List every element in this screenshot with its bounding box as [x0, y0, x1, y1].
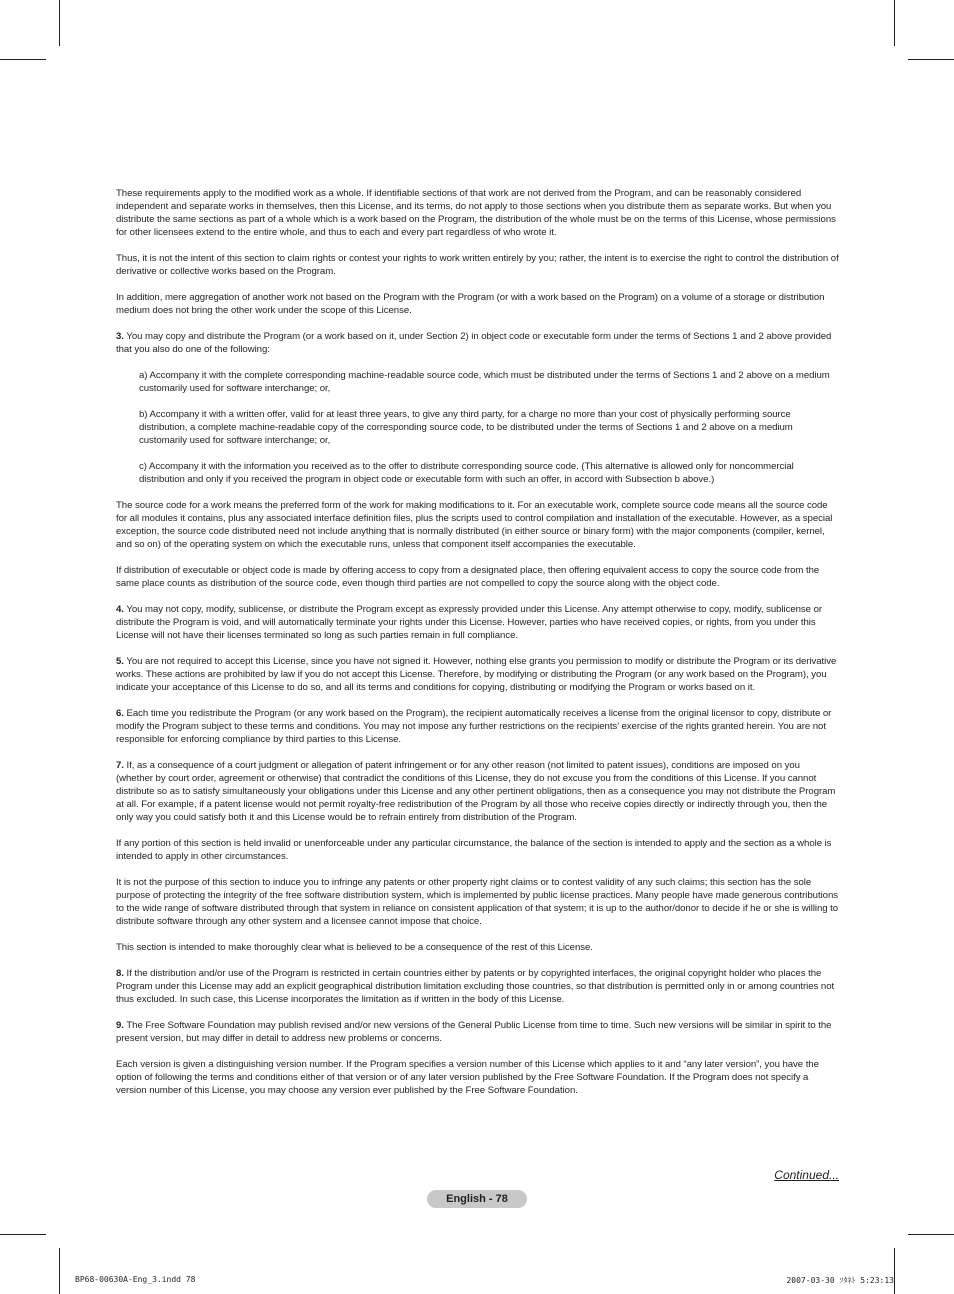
- slug-date-info: 2007-03-30 ｿﾀﾈﾄ 5:23:13: [786, 1276, 894, 1285]
- page-number-label: English - 78: [446, 1193, 508, 1205]
- crop-mark-top-right-horizontal: [908, 59, 954, 60]
- paragraph: Each version is given a distinguishing version number. If the Program specifies a version number of this License which applies to it and “any later version”, you have the option of following the terms and conditions either of that version or of any later version published by the Free Software Foundation. If the Program does not specify a version number of this License, you may choose any version ever published by the Free Software Foundation.: [116, 1059, 819, 1096]
- slug-file-info: BP68-00630A-Eng_3.indd 78: [75, 1275, 196, 1284]
- subsection-c: c) Accompany it with the information you received as to the offer to distribute corresponding source code. (This alternative is allowed only for noncommercial distribution and only if you received the program in object code or executable form with such an offer, in accord with Subsection b above.): [139, 461, 794, 485]
- license-text-body: [116, 187, 839, 1097]
- section-8-paragraph: 8. If the distribution and/or use of the Program is restricted in certain countries either by patents or by copyrighted interfaces, the original copyright holder who places the Program under this License may add an explicit geographical distribution limitation excluding those countries, so that distribution is permitted only in or among countries not thus excluded. In such case, this License incorporates the limitation as if written in the body of this License.: [116, 968, 835, 1005]
- page-number-badge: [427, 1190, 527, 1208]
- paragraph: If distribution of executable or object code is made by offering access to copy from a designated place, then offering equivalent access to copy the source code from the same place counts as distribution of the source code, even though third parties are not compelled to copy the source along with the object code.: [116, 565, 820, 589]
- crop-mark-bottom-right-horizontal: [908, 1234, 954, 1235]
- paragraph: These requirements apply to the modified work as a whole. If identifiable sections of that work are not derived from the Program, and can be reasonably considered independent and separate works in themselves, then this License, and its terms, do not apply to those sections when you distribute them as separate works. But when you distribute the same sections as part of a whole which is a work based on the Program, the distribution of the whole must be on the terms of this License, whose permissions for other licensees extend to the entire whole, and thus to each and every part regardless of who wrote it.: [116, 188, 836, 238]
- crop-mark-bottom-left-horizontal: [0, 1234, 46, 1235]
- crop-mark-bottom-left-vertical: [59, 1248, 60, 1294]
- paragraph: If any portion of this section is held invalid or unenforceable under any particular circumstance, the balance of the section is intended to apply and the section as a whole is intended to apply in other circumstances.: [116, 838, 832, 862]
- paragraph: This section is intended to make thoroughly clear what is believed to be a consequence of the rest of this License.: [116, 942, 593, 953]
- crop-mark-top-right-vertical: [894, 0, 895, 46]
- continued-link[interactable]: Continued...: [774, 1168, 839, 1182]
- crop-mark-top-left-vertical: [59, 0, 60, 46]
- crop-mark-bottom-right-vertical: [894, 1248, 895, 1294]
- section-7-paragraph: 7. If, as a consequence of a court judgment or allegation of patent infringement or for any other reason (not limited to patent issues), conditions are imposed on you (whether by court order, agreement or otherwise) that contradict the conditions of this License, they do not excuse you from the conditions of this License. If you cannot distribute so as to satisfy simultaneously your obligations under this License and any other pertinent obligations, then as a consequence you may not distribute the Program at all. For example, if a patent license would not permit royalty-free redistribution of the Program by all those who receive copies directly or indirectly through you, then the only way you could satisfy both it and this License would be to refrain entirely from distribution of the Program.: [116, 760, 836, 823]
- section-5-paragraph: 5. You are not required to accept this License, since you have not signed it. However, nothing else grants you permission to modify or distribute the Program or its derivative works. These actions are prohibited by law if you do not accept this License. Therefore, by modifying or distributing the Program (or any work based on the Program), you indicate your acceptance of this License to do so, and all its terms and conditions for copying, distributing or modifying the Program or works based on it.: [116, 656, 837, 693]
- paragraph: The source code for a work means the preferred form of the work for making modifications to it. For an executable work, complete source code means all the source code for all modules it contains, plus any associated interface definition files, plus the scripts used to control compilation and installation of the executable. However, as a special exception, the source code distributed need not include anything that is normally distributed (in either source or binary form) with the major components (compiler, kernel, and so on) of the operating system on which the executable runs, unless that component itself accompanies the executable.: [116, 500, 833, 550]
- paragraph: Thus, it is not the intent of this section to claim rights or contest your rights to work written entirely by you; rather, the intent is to exercise the right to control the distribution of derivative or collective works based on the Program.: [116, 253, 839, 277]
- subsection-b: b) Accompany it with a written offer, valid for at least three years, to give any third party, for a charge no more than your cost of physically performing source distribution, a complete machine-readable copy of the corresponding source code, to be distributed under the terms of Sections 1 and 2 above on a medium customarily used for software interchange; or,: [139, 409, 793, 446]
- section-6-paragraph: 6. Each time you redistribute the Program (or any work based on the Program), the recipient automatically receives a license from the original licensor to copy, distribute or modify the Program subject to these terms and conditions. You may not impose any further restrictions on the recipients’ exercise of the rights granted herein. You are not responsible for enforcing compliance by third parties to this License.: [116, 708, 832, 745]
- paragraph: In addition, mere aggregation of another work not based on the Program with the Program (or with a work based on the Program) on a volume of a storage or distribution medium does not bring the other work under the scope of this License.: [116, 292, 825, 316]
- subsection-a: a) Accompany it with the complete corresponding machine-readable source code, which must be distributed under the terms of Sections 1 and 2 above on a medium customarily used for software interchange; or,: [139, 370, 830, 394]
- section-4-paragraph: 4. You may not copy, modify, sublicense, or distribute the Program except as expressly provided under this License. Any attempt otherwise to copy, modify, sublicense or distribute the Program is void, and will automatically terminate your rights under this License. However, parties who have received copies, or rights, from you under this License will not have their licenses terminated so long as such parties remain in full compliance.: [116, 604, 823, 641]
- section-3-paragraph: 3. You may copy and distribute the Program (or a work based on it, under Section 2) in object code or executable form under the terms of Sections 1 and 2 above provided that you also do one of the following:: [116, 331, 832, 355]
- crop-mark-top-left-horizontal: [0, 59, 46, 60]
- section-9-paragraph: 9. The Free Software Foundation may publish revised and/or new versions of the General Public License from time to time. Such new versions will be similar in spirit to the present version, but may differ in detail to address new problems or concerns.: [116, 1020, 832, 1044]
- paragraph: It is not the purpose of this section to induce you to infringe any patents or other property right claims or to contest validity of any such claims; this section has the sole purpose of protecting the integrity of the free software distribution system, which is implemented by public license practices. Many people have made generous contributions to the wide range of software distributed through that system in reliance on consistent application of that system; it is up to the author/donor to decide if he or she is willing to distribute software through any other system and a licensee cannot impose that choice.: [116, 877, 839, 927]
